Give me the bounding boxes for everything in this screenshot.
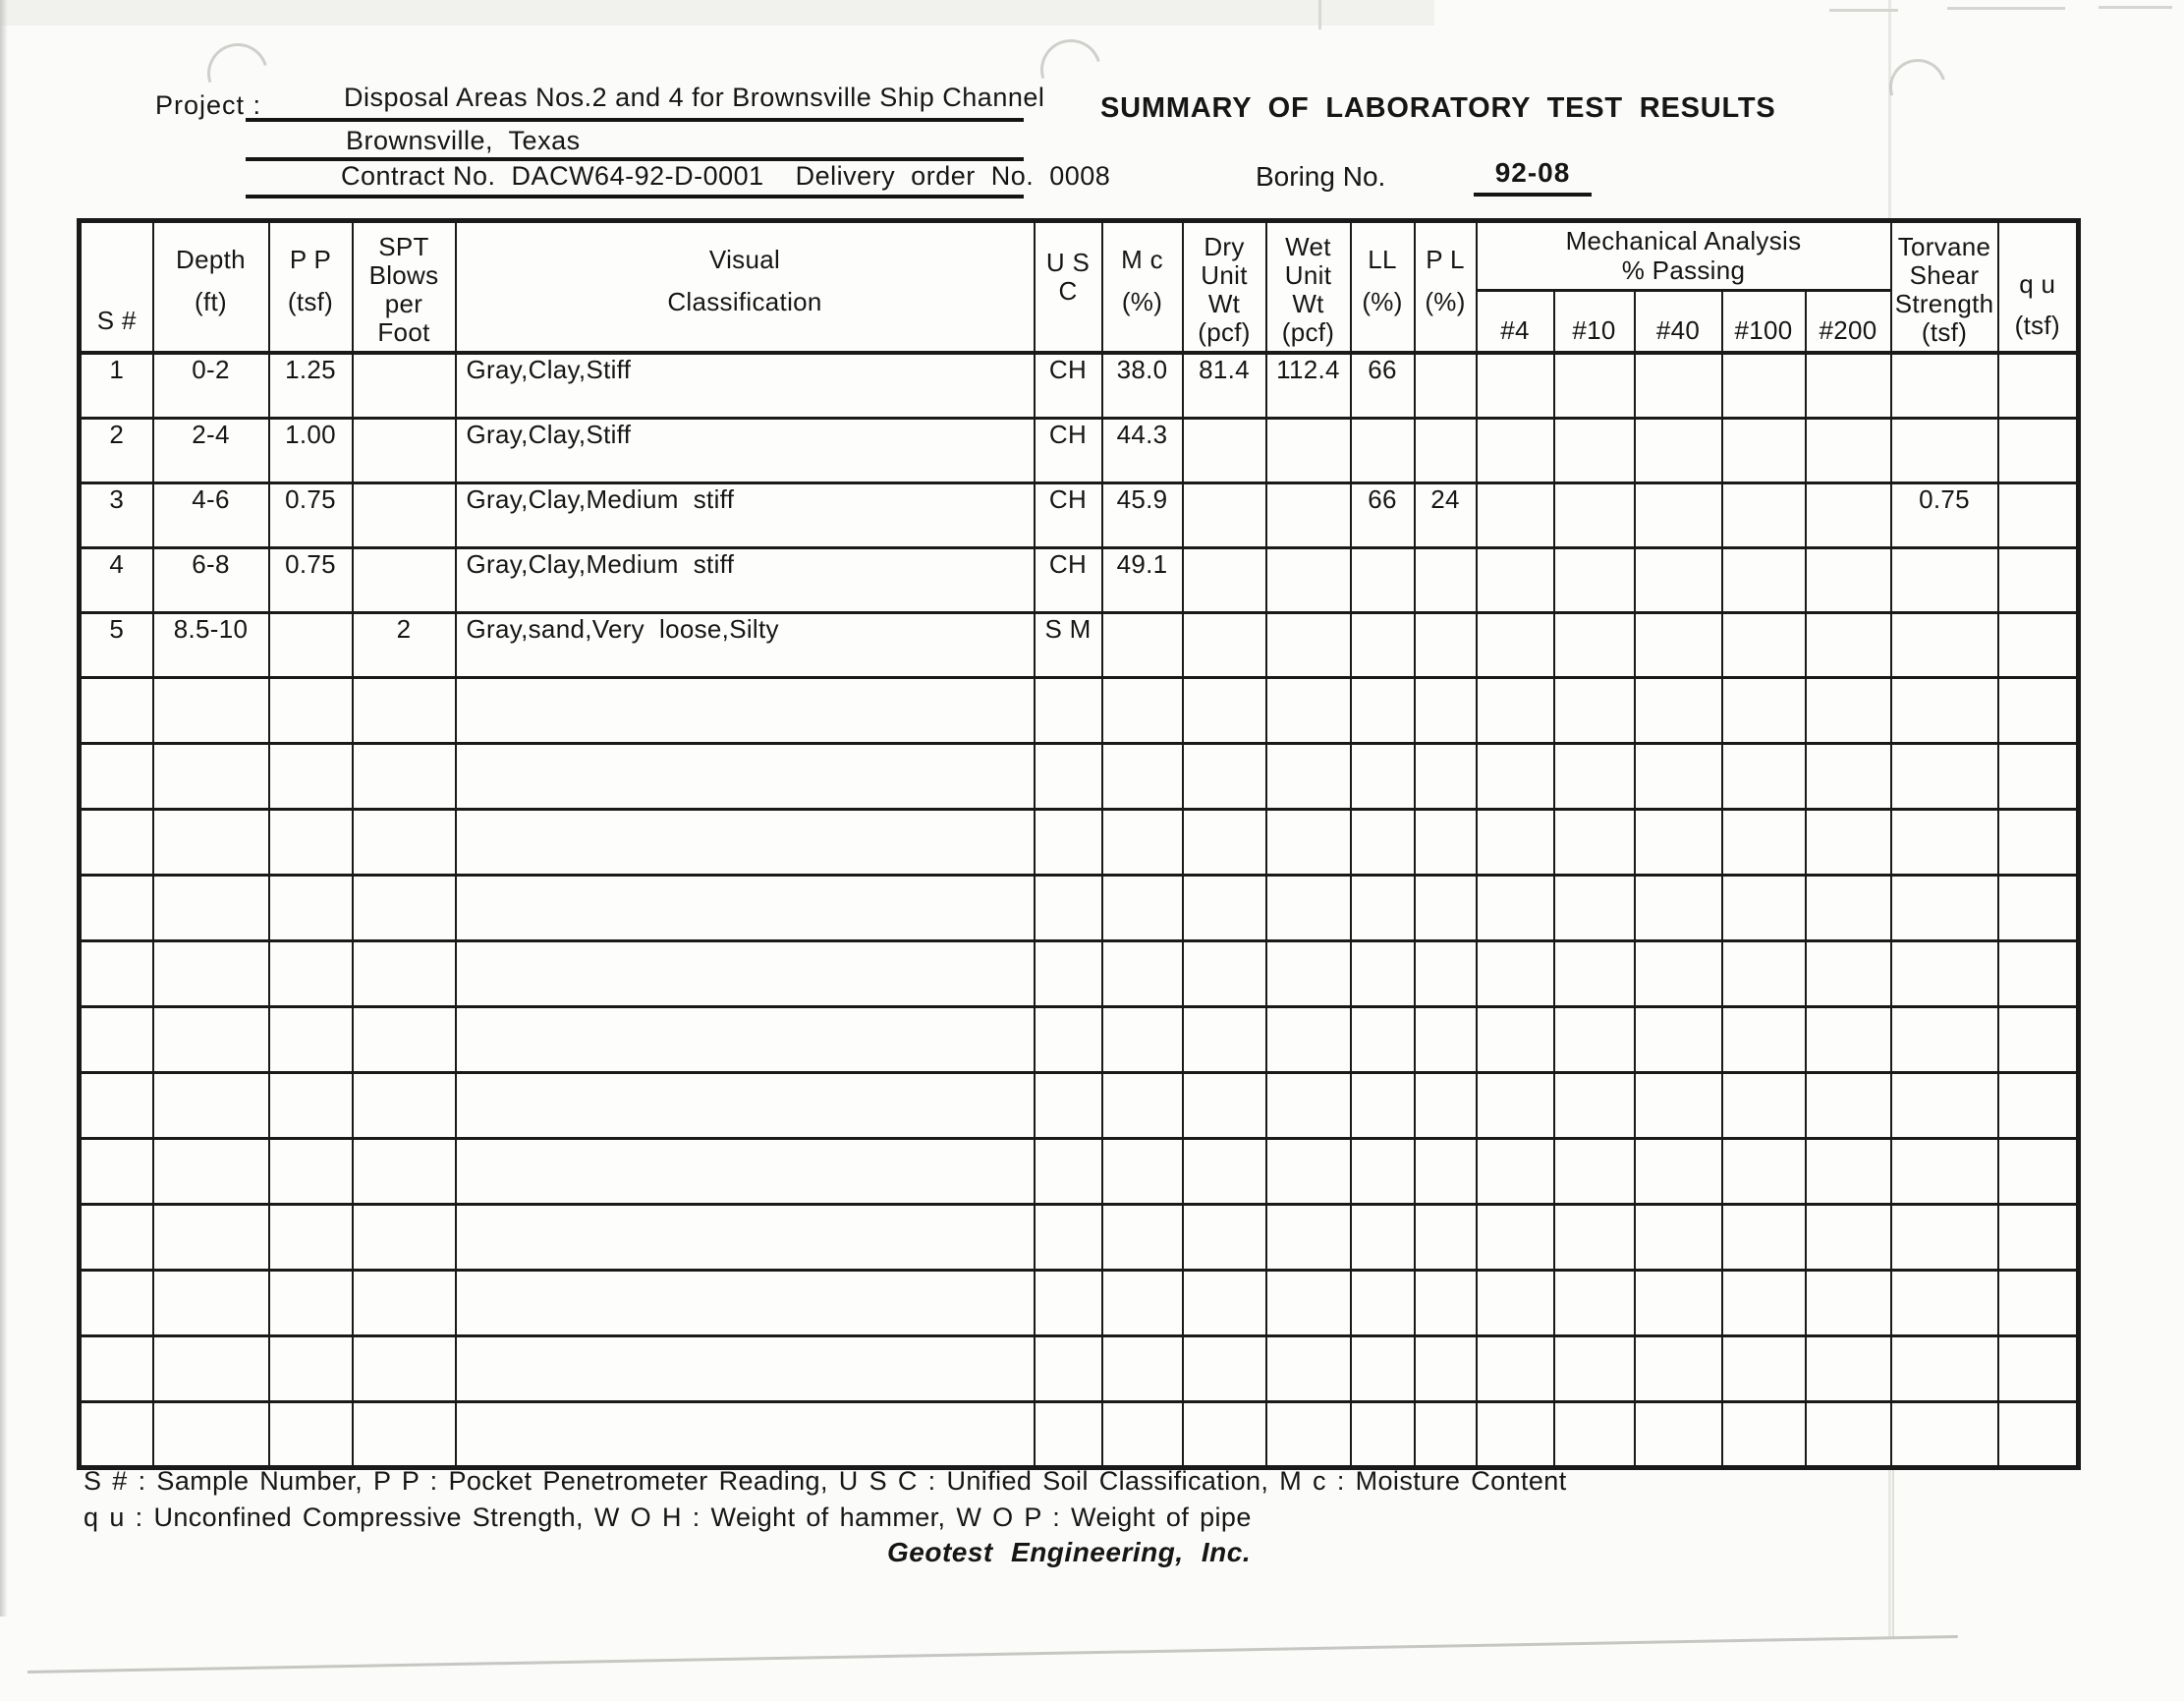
cell-p40 — [1635, 547, 1722, 612]
cell-usc: CH — [1035, 353, 1102, 418]
cell-usc: CH — [1035, 418, 1102, 482]
cell-dry-wt — [1183, 482, 1266, 547]
cell-qu — [1998, 482, 2079, 547]
cell-pp: 0.75 — [269, 482, 353, 547]
empty-row — [80, 677, 2079, 743]
cell-qu — [1998, 353, 2079, 418]
empty-row — [80, 1270, 2079, 1335]
cell-sample-no: 4 — [80, 547, 153, 612]
cell-sample-no: 1 — [80, 353, 153, 418]
cell-depth: 0-2 — [153, 353, 269, 418]
boring-no-label: Boring No. — [1256, 161, 1386, 192]
cell-sample-no: 2 — [80, 418, 153, 482]
cell-torvane — [1891, 612, 1998, 677]
cell-ll: 66 — [1351, 353, 1415, 418]
col-header-spt: SPT Blows per Foot — [353, 221, 456, 354]
cell-mc — [1102, 612, 1183, 677]
cell-ll — [1351, 547, 1415, 612]
col-header-pl: P L (%) — [1415, 221, 1477, 354]
scan-dash — [1947, 7, 2065, 10]
cell-p10 — [1554, 353, 1635, 418]
scan-paper-edge-vertical — [1892, 1456, 1894, 1639]
empty-row — [80, 1138, 2079, 1204]
col-header-depth: Depth (ft) — [153, 221, 269, 354]
empty-row — [80, 809, 2079, 875]
footnote-abbreviations-2: q u : Unconfined Compressive Strength, W O H : Weight of hammer, W O P : Weight of pipe — [84, 1503, 1252, 1532]
cell-ll — [1351, 612, 1415, 677]
col-header-pp: P P (tsf) — [269, 221, 353, 354]
cell-p4 — [1477, 612, 1554, 677]
cell-p100 — [1722, 353, 1806, 418]
cell-p4 — [1477, 418, 1554, 482]
cell-dry-wt: 81.4 — [1183, 353, 1266, 418]
project-line-3: Contract No. DACW64-92-D-0001 Delivery order No. 0008 — [246, 161, 1024, 198]
cell-p10 — [1554, 612, 1635, 677]
cell-torvane — [1891, 353, 1998, 418]
footnote-abbreviations-1: S # : Sample Number, P P : Pocket Penetrometer Reading, U S C : Unified Soil Classification, M c : Moisture Content — [84, 1466, 1567, 1496]
cell-mc: 45.9 — [1102, 482, 1183, 547]
col-header-sieve-40: #40 — [1635, 290, 1722, 353]
project-line-1: Disposal Areas Nos.2 and 4 for Brownsville Ship Channel — [246, 83, 1024, 122]
cell-p10 — [1554, 418, 1635, 482]
cell-spt — [353, 482, 456, 547]
scan-top-band — [0, 0, 1434, 26]
cell-dry-wt — [1183, 547, 1266, 612]
cell-p4 — [1477, 353, 1554, 418]
table-row — [80, 612, 2079, 677]
cell-dry-wt — [1183, 612, 1266, 677]
table-row — [80, 547, 2079, 612]
empty-row — [80, 1401, 2079, 1467]
cell-mc: 49.1 — [1102, 547, 1183, 612]
col-header-torvane: Torvane Shear Strength (tsf) — [1891, 221, 1998, 354]
cell-p200 — [1806, 482, 1891, 547]
cell-classification: Gray,sand,Very loose,Silty — [456, 612, 1035, 677]
col-header-sample-no: S # — [80, 221, 153, 354]
cell-classification: Gray,Clay,Stiff — [456, 418, 1035, 482]
cell-p100 — [1722, 482, 1806, 547]
cell-p4 — [1477, 547, 1554, 612]
col-header-sieve-100: #100 — [1722, 290, 1806, 353]
col-header-ll: LL (%) — [1351, 221, 1415, 354]
col-header-mc: M c (%) — [1102, 221, 1183, 354]
cell-p200 — [1806, 353, 1891, 418]
scan-tick — [1318, 0, 1321, 29]
table-row — [80, 418, 2079, 482]
cell-ll — [1351, 418, 1415, 482]
cell-depth: 6-8 — [153, 547, 269, 612]
cell-depth: 8.5-10 — [153, 612, 269, 677]
cell-torvane: 0.75 — [1891, 482, 1998, 547]
cell-p200 — [1806, 418, 1891, 482]
cell-p10 — [1554, 482, 1635, 547]
col-header-sieve-10: #10 — [1554, 290, 1635, 353]
cell-classification: Gray,Clay,Medium stiff — [456, 482, 1035, 547]
cell-p100 — [1722, 547, 1806, 612]
empty-row — [80, 1006, 2079, 1072]
cell-p40 — [1635, 482, 1722, 547]
cell-wet-wt — [1266, 482, 1351, 547]
cell-mc: 44.3 — [1102, 418, 1183, 482]
cell-usc: CH — [1035, 547, 1102, 612]
cell-p40 — [1635, 418, 1722, 482]
cell-pp: 1.00 — [269, 418, 353, 482]
cell-classification: Gray,Clay,Medium stiff — [456, 547, 1035, 612]
cell-torvane — [1891, 547, 1998, 612]
col-header-wet-unit-wt: Wet Unit Wt (pcf) — [1266, 221, 1351, 354]
cell-wet-wt — [1266, 418, 1351, 482]
cell-p200 — [1806, 612, 1891, 677]
empty-row — [80, 1335, 2079, 1401]
col-header-dry-unit-wt: Dry Unit Wt (pcf) — [1183, 221, 1266, 354]
col-header-sieve-200: #200 — [1806, 290, 1891, 353]
table-row — [80, 482, 2079, 547]
cell-classification: Gray,Clay,Stiff — [456, 353, 1035, 418]
scan-left-edge — [0, 0, 8, 1616]
cell-wet-wt — [1266, 547, 1351, 612]
cell-spt — [353, 353, 456, 418]
cell-p100 — [1722, 612, 1806, 677]
cell-spt — [353, 418, 456, 482]
table-row — [80, 353, 2079, 418]
col-header-sieve-4: #4 — [1477, 290, 1554, 353]
cell-p200 — [1806, 547, 1891, 612]
cell-qu — [1998, 418, 2079, 482]
scan-dash — [1829, 9, 1898, 12]
cell-depth: 4-6 — [153, 482, 269, 547]
cell-p40 — [1635, 612, 1722, 677]
cell-wet-wt — [1266, 612, 1351, 677]
scan-dash — [2099, 6, 2172, 9]
cell-pl — [1415, 612, 1477, 677]
boring-no-value: 92-08 — [1474, 157, 1592, 197]
cell-usc: CH — [1035, 482, 1102, 547]
cell-mc: 38.0 — [1102, 353, 1183, 418]
cell-sample-no: 3 — [80, 482, 153, 547]
cell-p4 — [1477, 482, 1554, 547]
cell-spt: 2 — [353, 612, 456, 677]
cell-pp — [269, 612, 353, 677]
cell-torvane — [1891, 418, 1998, 482]
empty-row — [80, 743, 2079, 809]
empty-row — [80, 940, 2079, 1006]
cell-qu — [1998, 547, 2079, 612]
cell-p100 — [1722, 418, 1806, 482]
col-header-usc: U S C — [1035, 221, 1102, 354]
project-label: Project : — [155, 90, 262, 120]
cell-pl — [1415, 353, 1477, 418]
cell-wet-wt: 112.4 — [1266, 353, 1351, 418]
empty-row — [80, 1072, 2079, 1138]
empty-row — [80, 1204, 2079, 1270]
cell-ll: 66 — [1351, 482, 1415, 547]
cell-pl: 24 — [1415, 482, 1477, 547]
lab-results-table — [77, 218, 2081, 1470]
cell-pp: 0.75 — [269, 547, 353, 612]
cell-p40 — [1635, 353, 1722, 418]
col-header-visual-classification: Visual Classification — [456, 221, 1035, 354]
cell-dry-wt — [1183, 418, 1266, 482]
project-line-2: Brownsville, Texas — [246, 126, 1024, 161]
cell-pl — [1415, 547, 1477, 612]
cell-usc: S M — [1035, 612, 1102, 677]
scan-paper-edge-horizontal — [28, 1635, 1958, 1673]
cell-p10 — [1554, 547, 1635, 612]
page-title: SUMMARY OF LABORATORY TEST RESULTS — [1100, 92, 1776, 124]
cell-pl — [1415, 418, 1477, 482]
col-header-qu: q u (tsf) — [1998, 221, 2079, 354]
cell-depth: 2-4 — [153, 418, 269, 482]
cell-pp: 1.25 — [269, 353, 353, 418]
cell-sample-no: 5 — [80, 612, 153, 677]
empty-row — [80, 875, 2079, 940]
col-group-mechanical-analysis: Mechanical Analysis % Passing — [1477, 221, 1891, 291]
company-name: Geotest Engineering, Inc. — [887, 1537, 1252, 1567]
cell-spt — [353, 547, 456, 612]
cell-qu — [1998, 612, 2079, 677]
